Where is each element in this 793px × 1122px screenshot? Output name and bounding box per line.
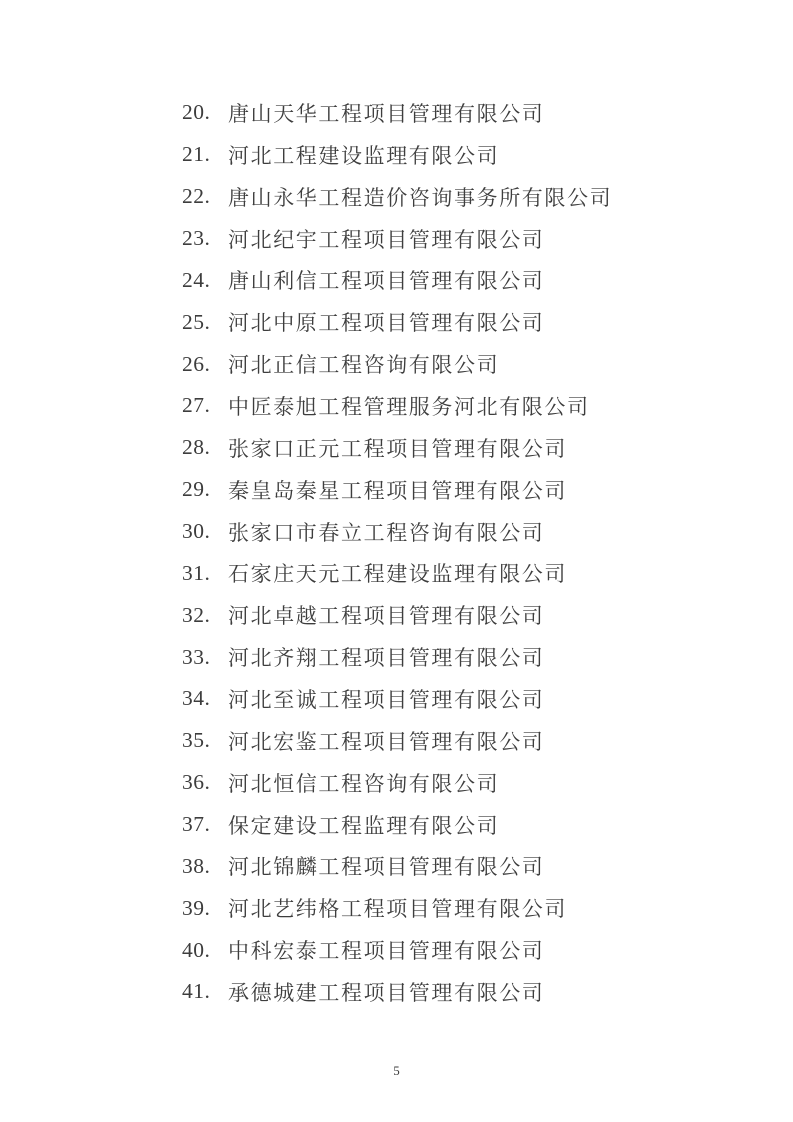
item-number: 24. xyxy=(182,267,211,292)
company-name: 中科宏泰工程项目管理有限公司 xyxy=(228,939,545,964)
company-name: 唐山天华工程项目管理有限公司 xyxy=(228,101,545,126)
item-number: 34. xyxy=(182,686,211,711)
item-number: 25. xyxy=(182,309,211,334)
company-name: 承德城建工程项目管理有限公司 xyxy=(228,980,545,1005)
list-item xyxy=(182,259,612,301)
item-number: 30. xyxy=(182,519,211,544)
list-item xyxy=(182,636,612,678)
company-name: 河北艺纬格工程项目管理有限公司 xyxy=(228,897,567,922)
list-item xyxy=(182,343,612,385)
item-number: 27. xyxy=(182,393,211,418)
company-name: 张家口市春立工程咨询有限公司 xyxy=(228,520,545,545)
item-number: 23. xyxy=(182,226,211,250)
item-number: 26. xyxy=(182,351,211,376)
list-item xyxy=(182,427,612,469)
list-item xyxy=(182,762,612,804)
company-name: 河北中原工程项目管理有限公司 xyxy=(228,311,545,336)
company-list xyxy=(0,92,612,1013)
list-item xyxy=(182,92,612,134)
item-number: 41. xyxy=(182,979,211,1004)
list-item xyxy=(182,511,612,553)
company-name: 唐山利信工程项目管理有限公司 xyxy=(228,269,545,294)
list-item xyxy=(182,845,612,887)
page-number: 5 xyxy=(393,1063,400,1078)
item-number: 38. xyxy=(182,853,211,878)
company-name: 张家口正元工程项目管理有限公司 xyxy=(228,436,567,461)
item-number: 35. xyxy=(182,728,211,753)
page-footer xyxy=(0,1063,793,1078)
item-number: 33. xyxy=(182,644,211,669)
company-name: 河北齐翔工程项目管理有限公司 xyxy=(228,646,545,671)
list-item xyxy=(182,552,612,594)
item-number: 39. xyxy=(182,895,211,920)
item-number: 20. xyxy=(182,100,211,125)
item-number: 36. xyxy=(182,770,211,795)
list-item xyxy=(182,301,612,343)
item-number: 28. xyxy=(182,435,211,460)
list-item xyxy=(182,134,612,176)
company-name: 河北宏鉴工程项目管理有限公司 xyxy=(228,729,545,754)
company-name: 河北恒信工程咨询有限公司 xyxy=(228,771,500,796)
company-name: 河北工程建设监理有限公司 xyxy=(228,143,500,168)
list-item xyxy=(182,929,612,971)
item-number: 40. xyxy=(182,937,211,962)
company-name: 中匠泰旭工程管理服务河北有限公司 xyxy=(228,394,590,419)
company-name: 河北卓越工程项目管理有限公司 xyxy=(228,604,545,629)
company-name: 石家庄天元工程建设监理有限公司 xyxy=(228,562,567,587)
item-number: 21. xyxy=(182,142,211,167)
list-item xyxy=(182,594,612,636)
list-item xyxy=(182,218,612,260)
list-item xyxy=(182,887,612,929)
company-name: 唐山永华工程造价咨询事务所有限公司 xyxy=(228,185,613,210)
list-item xyxy=(182,385,612,427)
item-number: 22. xyxy=(182,184,211,209)
item-number: 32. xyxy=(182,602,211,627)
list-item xyxy=(182,678,612,720)
list-item xyxy=(182,469,612,511)
company-name: 河北纪宇工程项目管理有限公司 xyxy=(228,227,545,252)
item-number: 31. xyxy=(182,560,211,585)
company-name: 保定建设工程监理有限公司 xyxy=(228,813,500,838)
list-item xyxy=(182,971,612,1013)
list-item xyxy=(182,804,612,846)
list-item xyxy=(182,720,612,762)
item-number: 29. xyxy=(182,477,211,502)
company-name: 秦皇岛秦星工程项目管理有限公司 xyxy=(228,478,567,503)
list-item xyxy=(182,176,612,218)
company-name: 河北至诚工程项目管理有限公司 xyxy=(228,687,545,712)
company-name: 河北锦麟工程项目管理有限公司 xyxy=(228,855,545,880)
company-name: 河北正信工程咨询有限公司 xyxy=(228,353,500,378)
item-number: 37. xyxy=(182,812,211,837)
